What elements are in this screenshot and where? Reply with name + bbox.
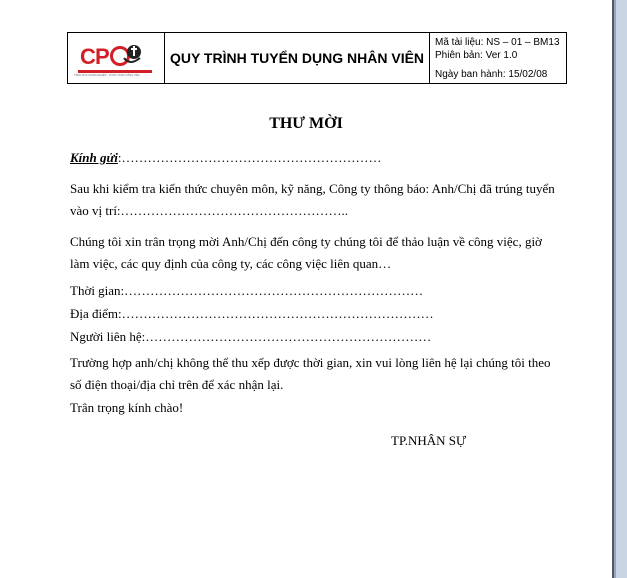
procedure-title: QUY TRÌNH TUYỂN DỤNG NHÂN VIÊN (165, 33, 430, 83)
paragraph-2-line-1: Chúng tôi xin trân trọng mời Anh/Chị đến công ty chúng tôi để thảo luận về công việc, giờ (70, 234, 542, 249)
paragraph-3-line-1: Trường hợp anh/chị không thể thu xếp được thời gian, xin vui lòng liên hệ lại chúng tôi theo (70, 355, 551, 370)
signature-title: TP.NHÂN SỰ (391, 433, 467, 448)
closing-line: Trân trọng kính chào! (70, 400, 184, 415)
document-version: Phiên bản: Ver 1.0 (435, 50, 518, 61)
issue-date: Ngày ban hành: 15/02/08 (435, 69, 548, 80)
contact-line: Người liên hệ:………………………………………………………… (70, 329, 432, 344)
time-line: Thời gian:…………………………………………………………… (70, 283, 424, 298)
document-code: Mã tài liệu: NS – 01 – BM13 (435, 37, 560, 48)
paragraph-2-line-2: làm việc, các quy định của công ty, các công việc liên quan… (70, 256, 392, 271)
document-metadata (430, 33, 566, 83)
paragraph-3-line-2: số điện thoại/địa chỉ trên để xác nhận lại. (70, 377, 284, 392)
place-line: Địa điểm:……………………………………………………………… (70, 306, 434, 321)
salutation-label: Kính gửi (70, 150, 118, 165)
svg-text:P: P (95, 44, 110, 69)
document-header-table (67, 32, 567, 84)
svg-text:C: C (80, 44, 96, 69)
cpo-logo-icon (76, 38, 156, 78)
company-logo (68, 33, 165, 83)
paragraph-1-line-1: Sau khi kiểm tra kiến thức chuyên môn, kỹ năng, Công ty thông báo: Anh/Chị đã trúng tuyển (70, 181, 555, 196)
paragraph-1-line-2: vào vị trí:…………………………………………….. (70, 203, 349, 218)
logo-tagline: TĂNG SỨC KHỎE NGHIỆP - VỮNG VÀNG CÔNG VIỆC (74, 74, 140, 77)
vertical-scrollbar[interactable] (615, 0, 627, 578)
letter-title: THƯ MỜI (269, 115, 343, 132)
salutation-line (70, 150, 382, 166)
salutation-blank: :…………………………………………………… (117, 150, 382, 165)
